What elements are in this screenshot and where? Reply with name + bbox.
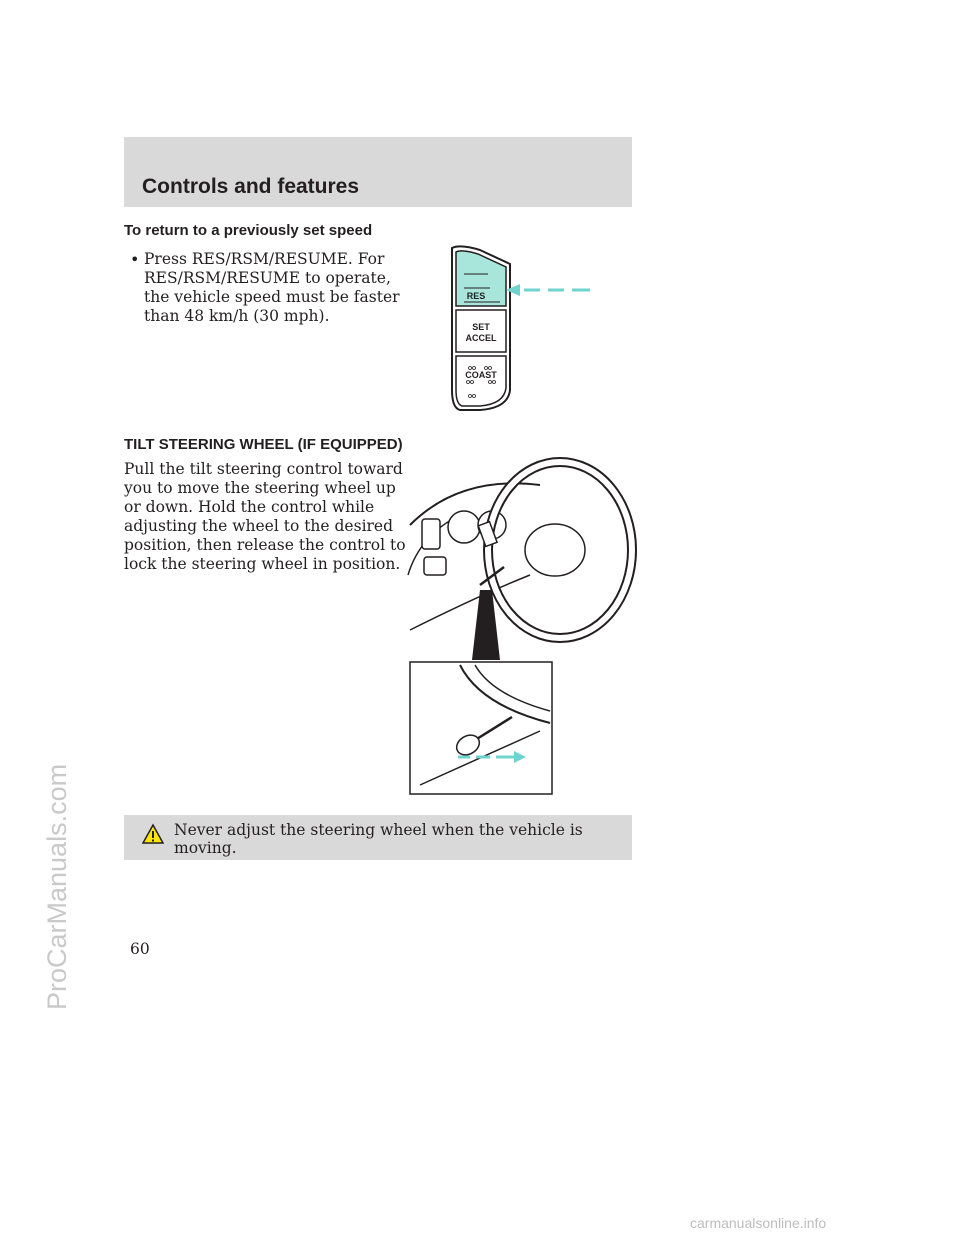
coast-label: COAST <box>465 370 497 380</box>
page-number: 60 <box>130 940 150 958</box>
cruise-control-switch-figure <box>440 240 610 420</box>
bullet-marker: • <box>130 250 140 269</box>
tilt-steering-figure <box>400 455 640 800</box>
resume-instructions: Press RES/RSM/RESUME. For RES/RSM/RESUME to operate, the vehicle speed must be faster than 48 km/h (30 mph). <box>144 250 400 325</box>
warning-text: Never adjust the steering wheel when the vehicle is moving. <box>174 821 583 857</box>
page-title: Controls and features <box>142 175 360 198</box>
warning-triangle-icon <box>142 823 164 845</box>
warning-box <box>124 815 632 860</box>
section-title-tilt: TILT STEERING WHEEL (IF EQUIPPED) <box>124 436 403 453</box>
tilt-instructions: Pull the tilt steering control toward you to move the steering wheel up or down. Hold the control while adjusting the wheel to the desired position, then release the control to lock the steering wheel in position. <box>124 460 406 573</box>
switch-panel-icon <box>424 557 446 575</box>
set-label: SET <box>472 322 490 332</box>
coast-button <box>456 356 506 406</box>
section-title-resume: To return to a previously set speed <box>124 222 373 239</box>
side-watermark <box>0 0 72 1242</box>
speedometer-icon <box>448 511 480 543</box>
vent-icon <box>422 519 440 549</box>
zoom-inset <box>410 662 552 794</box>
bottom-watermark: carmanualsonline.info <box>690 1215 827 1231</box>
steering-hub <box>525 524 585 576</box>
res-label: RES <box>466 291 486 301</box>
accel-label: ACCEL <box>465 333 497 343</box>
side-watermark-text: ProCarManuals.com <box>42 763 72 1010</box>
header-band <box>124 137 632 207</box>
